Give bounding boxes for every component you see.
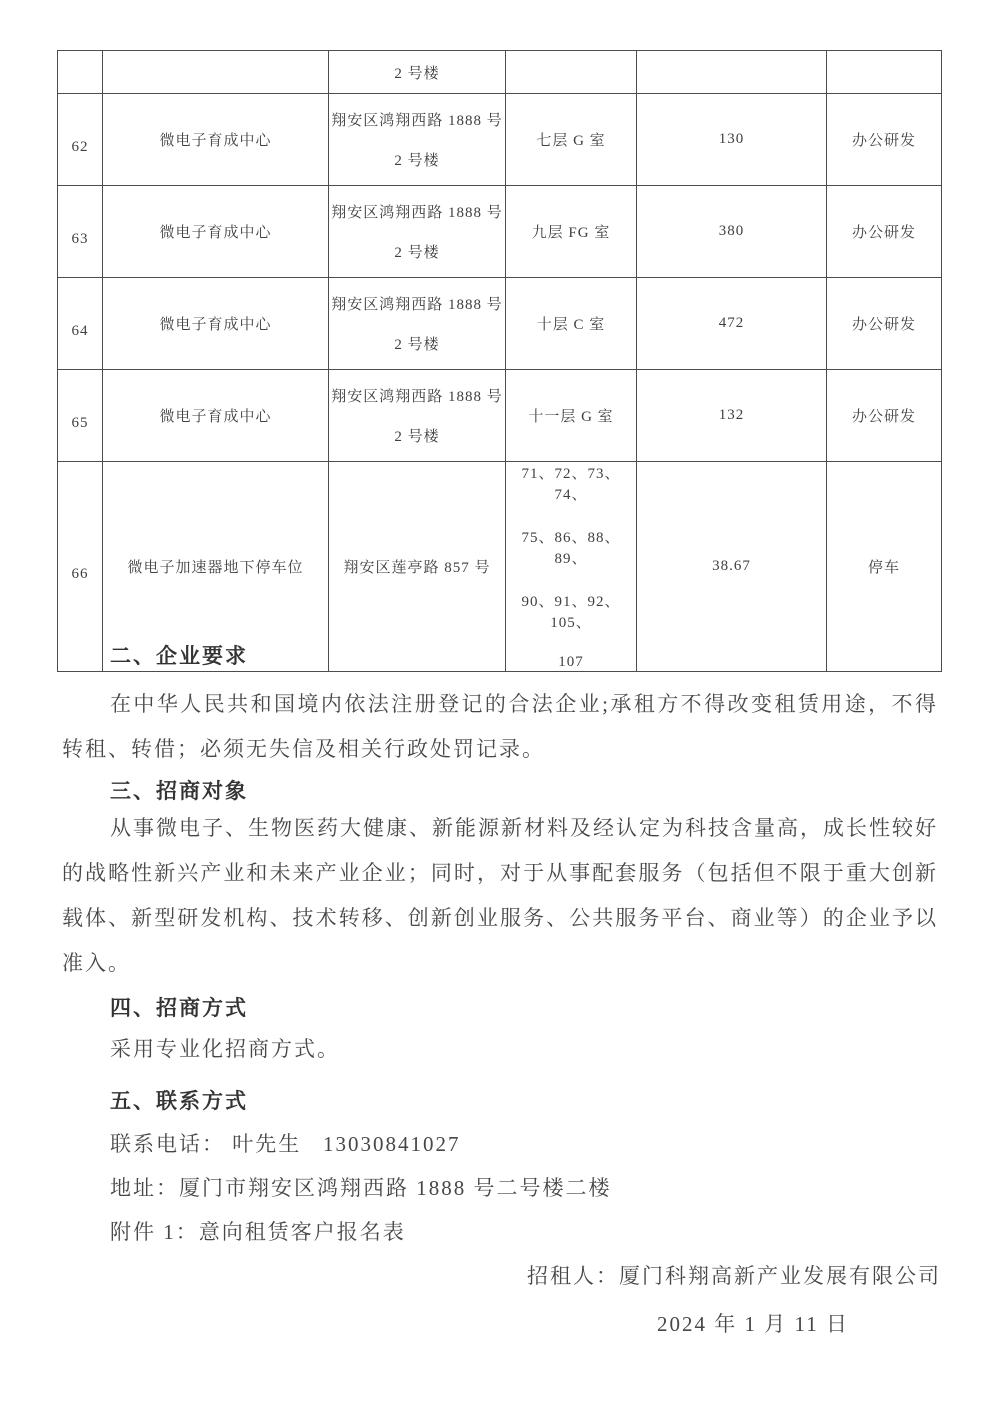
- cell-no: 65: [58, 370, 103, 462]
- cell-address: [329, 370, 506, 462]
- cell-area: [637, 51, 827, 94]
- table-row-62: [58, 94, 942, 186]
- cell-room: [506, 462, 637, 672]
- cell-address: [329, 278, 506, 370]
- contact-phone-line: 联系电话： 叶先生 13030841027: [110, 1132, 461, 1156]
- cell-no: 66: [58, 462, 103, 672]
- cell-no: [58, 51, 103, 94]
- cell-name: 微电子育成中心: [103, 186, 329, 278]
- paragraph-investment-method: 采用专业化招商方式。: [110, 1037, 340, 1061]
- cell-address: [329, 51, 506, 94]
- contact-address-line: 地址：厦门市翔安区鸿翔西路 1888 号二号楼二楼: [110, 1176, 612, 1200]
- cell-name: 微电子育成中心: [103, 94, 329, 186]
- cell-address: [329, 186, 506, 278]
- address-line2: 2 号楼: [394, 429, 440, 445]
- cell-room: [506, 51, 637, 94]
- address-line2: 2 号楼: [394, 153, 440, 169]
- address-line2: 2 号楼: [394, 65, 440, 82]
- cell-area: 132: [637, 370, 827, 462]
- date-line: 2024 年 1 月 11 日: [657, 1312, 849, 1336]
- section-heading-investment-method: 四、招商方式: [110, 996, 248, 1020]
- room-number-line: 90、91、92、105、: [521, 594, 621, 631]
- table-row-65: [58, 370, 942, 462]
- address-line1: 翔安区鸿翔西路 1888 号: [331, 205, 503, 221]
- address-line1: 翔安区鸿翔西路 1888 号: [331, 113, 503, 129]
- section-heading-investment-targets: 三、招商对象: [110, 779, 248, 803]
- cell-area: 130: [637, 94, 827, 186]
- table-row-63: [58, 186, 942, 278]
- cell-use: 办公研发: [827, 278, 942, 370]
- cell-address: [329, 94, 506, 186]
- cell-no: 62: [58, 94, 103, 186]
- cell-use: [827, 51, 942, 94]
- cell-address: 翔安区莲亭路 857 号: [329, 462, 506, 672]
- address-line2: 2 号楼: [394, 337, 440, 353]
- room-number-line: 107: [558, 654, 584, 670]
- lessor-signature-line: 招租人：厦门科翔高新产业发展有限公司: [527, 1264, 941, 1288]
- cell-no: 64: [58, 278, 103, 370]
- table-row-64: [58, 278, 942, 370]
- cell-area: 38.67: [637, 462, 827, 672]
- paragraph-enterprise-requirements: 在中华人民共和国境内依法注册登记的合法企业;承租方不得改变租赁用途，不得转租、转借；必须无失信及相关行政处罚记录。: [62, 692, 938, 761]
- table-row-carryover: [58, 51, 942, 94]
- cell-name: 微电子加速器地下停车位: [103, 462, 329, 672]
- cell-use: 办公研发: [827, 370, 942, 462]
- cell-name: [103, 51, 329, 94]
- cell-use: 办公研发: [827, 186, 942, 278]
- cell-room: 十层 C 室: [506, 278, 637, 370]
- cell-use: 停车: [827, 462, 942, 672]
- cell-area: 380: [637, 186, 827, 278]
- address-line1: 翔安区鸿翔西路 1888 号: [331, 389, 503, 405]
- room-number-line: 71、72、73、74、: [521, 466, 621, 503]
- cell-area: 472: [637, 278, 827, 370]
- cell-no: 63: [58, 186, 103, 278]
- section-heading-contact: 五、联系方式: [110, 1089, 248, 1113]
- attachment-line: 附件 1：意向租赁客户报名表: [110, 1220, 406, 1244]
- cell-room: 九层 FG 室: [506, 186, 637, 278]
- cell-name: 微电子育成中心: [103, 370, 329, 462]
- address-line2: 2 号楼: [394, 245, 440, 261]
- paragraph-investment-targets: 从事微电子、生物医药大健康、新能源新材料及经认定为科技含量高，成长性较好的战略性新兴产业和未来产业企业；同时，对于从事配套服务（包括但不限于重大创新载体、新型研发机构、技术转移、创新创业服务、公共服务平台、商业等）的企业予以准入。: [62, 816, 938, 975]
- property-listing-table: [57, 50, 942, 672]
- room-number-line: 75、86、88、89、: [521, 530, 621, 567]
- cell-name: 微电子育成中心: [103, 278, 329, 370]
- cell-room: 七层 G 室: [506, 94, 637, 186]
- section-heading-enterprise-requirements: 二、企业要求: [110, 644, 248, 668]
- cell-room: 十一层 G 室: [506, 370, 637, 462]
- address-line1: 翔安区鸿翔西路 1888 号: [331, 297, 503, 313]
- cell-use: 办公研发: [827, 94, 942, 186]
